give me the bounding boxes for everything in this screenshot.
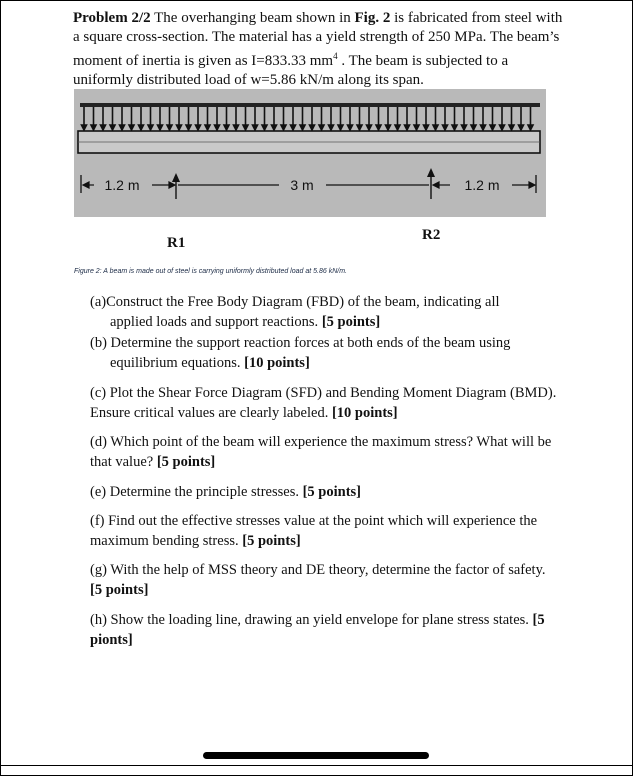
question-a-line1: (a)Construct the Free Body Diagram (FBD) of the beam, indicating all (90, 294, 500, 310)
load-arrow-head (528, 125, 533, 130)
question-a-line2: applied loads and support reactions. (110, 314, 322, 330)
dim-left-arrow-b (169, 182, 175, 188)
load-arrow-head (433, 125, 438, 130)
load-arrow-head (253, 125, 258, 130)
question-d-points: [5 points] (156, 454, 216, 470)
load-arrow-head (196, 125, 201, 130)
load-arrow-head (129, 125, 134, 130)
load-arrow-head (101, 125, 106, 130)
question-f-points: [5 points] (242, 533, 301, 549)
question-b-line1: (b) Determine the support reaction forces at both ends of the beam using (90, 335, 511, 351)
load-top-bar (80, 103, 540, 107)
dim-mid-label: 3 m (290, 177, 314, 193)
load-arrow-head (205, 125, 210, 130)
beam-diagram (74, 89, 546, 217)
question-a-points: [5 points] (321, 314, 381, 330)
load-arrow-head (319, 125, 324, 130)
load-arrow-head (186, 125, 191, 130)
question-h-text: (h) Show the loading line, drawing an yield envelope for plane stress states. (90, 612, 533, 628)
load-arrow-head (262, 125, 267, 130)
load-arrow-head (500, 125, 505, 130)
problem-text-2: is fabricated from steel with a square cross-section. The material has a yield strength of 250 MPa. The beam’s moment of inertia is given as I=833.33 mm (73, 10, 563, 69)
home-indicator[interactable] (203, 752, 429, 759)
load-arrow-head (120, 125, 125, 130)
question-f-text: (f) Find out the effective stresses value at the point which will experience the maximum bending stress. (90, 513, 538, 549)
load-arrow-head (291, 125, 296, 130)
problem-heading: Problem 2/2 (73, 10, 151, 26)
question-e-text: (e) Determine the principle stresses. (90, 484, 303, 500)
question-d-text: (d) Which point of the beam will experience the maximum stress? What will be that value? (90, 434, 552, 470)
load-arrow-head (110, 125, 115, 130)
question-a (90, 292, 560, 332)
load-arrow-head (272, 125, 277, 130)
problem-text-3: . The beam is subjected to a uniformly distributed load of w=5.86 kN/m along its span. (73, 53, 509, 88)
question-g (90, 560, 560, 600)
load-arrow-head (281, 125, 286, 130)
question-g-points: [5 points] (90, 582, 149, 598)
question-b-points: [10 points] (244, 355, 310, 371)
dim-right-arrow-a (433, 182, 439, 188)
problem-statement (73, 9, 563, 90)
load-arrow-head (462, 125, 467, 130)
load-arrow-head (414, 125, 419, 130)
load-arrow-head (424, 125, 429, 130)
question-b (90, 333, 560, 373)
distributed-load-arrows (82, 107, 534, 130)
load-arrow-head (300, 125, 305, 130)
load-arrow-head (376, 125, 381, 130)
load-arrow-head (395, 125, 400, 130)
question-c (90, 383, 560, 423)
dim-left-label: 1.2 m (104, 177, 140, 193)
question-b-line2: equilibrium equations. (110, 355, 245, 371)
beam-figure (74, 89, 546, 217)
load-arrow-head (158, 125, 163, 130)
label-r2: R2 (422, 227, 441, 243)
load-arrow-head (443, 125, 448, 130)
load-arrow-head (310, 125, 315, 130)
load-arrow-head (471, 125, 476, 130)
label-r1: R1 (167, 235, 186, 251)
question-e (90, 482, 560, 502)
load-arrow-head (224, 125, 229, 130)
question-h-points: [5 pionts] (90, 612, 545, 648)
load-arrow-head (148, 125, 153, 130)
load-arrow-head (139, 125, 144, 130)
load-arrow-head (452, 125, 457, 130)
load-arrow-head (519, 125, 524, 130)
load-arrow-head (82, 125, 87, 130)
question-e-points: [5 points] (302, 484, 362, 500)
load-arrow-head (481, 125, 486, 130)
bottom-border (0, 765, 633, 766)
problem-text-1: The overhanging beam shown in (150, 10, 355, 26)
dim-right-arrow-b (529, 182, 535, 188)
load-arrow-head (405, 125, 410, 130)
question-c-points: [10 points] (331, 405, 398, 421)
load-arrow-head (215, 125, 220, 130)
load-arrow-head (234, 125, 239, 130)
load-arrow-head (91, 125, 96, 130)
load-arrow-head (167, 125, 172, 130)
inertia-exponent: 4 (333, 51, 338, 61)
load-arrow-head (177, 125, 182, 130)
dim-right-label: 1.2 m (464, 177, 500, 193)
question-g-text: (g) With the help of MSS theory and DE theory, determine the factor of safety. (90, 562, 546, 578)
question-h (90, 610, 560, 650)
question-d (90, 432, 560, 472)
figure-reference: Fig. 2 (354, 10, 391, 26)
load-arrow-head (509, 125, 514, 130)
question-f (90, 511, 560, 551)
load-arrow-head (329, 125, 334, 130)
load-arrow-head (367, 125, 372, 130)
load-arrow-head (386, 125, 391, 130)
figure-caption: Figure 2: A beam is made out of steel is carrying uniformly distributed load at 5.86 kN/m. (74, 268, 347, 275)
support-r2 (427, 168, 435, 199)
load-arrow-head (243, 125, 248, 130)
load-arrow-head (348, 125, 353, 130)
load-arrow-head (338, 125, 343, 130)
load-arrow-head (357, 125, 362, 130)
load-arrow-head (490, 125, 495, 130)
question-c-text: (c) Plot the Shear Force Diagram (SFD) and Bending Moment Diagram (BMD). Ensure critical values are clearly labeled. (90, 385, 557, 421)
dim-left-arrow-a (83, 182, 89, 188)
